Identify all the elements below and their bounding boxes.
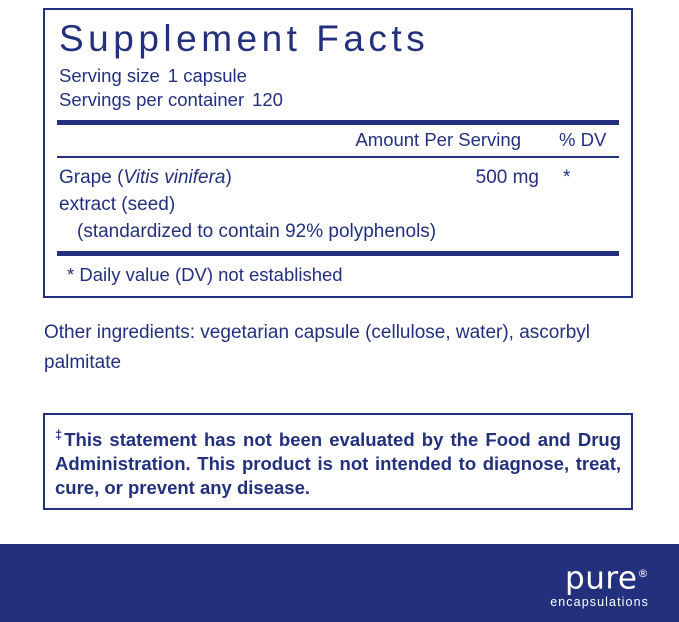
ingredient-standardization: (standardized to contain 92% polyphenols)	[77, 221, 437, 242]
ingredient-name-close: )	[225, 167, 232, 188]
registered-trademark-icon: ®	[637, 567, 649, 580]
ingredient-amount: 500 mg	[475, 167, 539, 188]
statement-body: This statement has not been evaluated by the Food and Drug Administration. This product is not intended to diagnose, treat, cure, or prevent any disease.	[55, 429, 621, 499]
serving-info	[45, 64, 631, 118]
daily-value-footnote: * Daily value (DV) not established	[67, 264, 343, 285]
serving-size-value: 1 capsule	[167, 65, 247, 86]
ingredient-name	[59, 164, 232, 191]
servings-per-container-value: 120	[252, 89, 283, 110]
column-headers	[45, 125, 631, 156]
fda-statement-box	[43, 413, 633, 510]
panel-title: Supplement Facts	[59, 18, 430, 59]
servings-per-container-row	[59, 88, 631, 112]
brand-name	[550, 558, 649, 597]
brand-subtitle: encapsulations	[550, 595, 649, 610]
other-ingredients-text: Other ingredients: vegetarian capsule (cellulose, water), ascorbyl palmitate	[44, 322, 590, 373]
statement-marker: ‡	[55, 427, 65, 442]
supplement-facts-panel	[43, 8, 633, 298]
ingredient-part: extract (seed)	[59, 194, 176, 215]
ingredient-name-plain: Grape (	[59, 167, 124, 188]
brand-logo	[550, 558, 649, 610]
ingredient-dv: *	[563, 167, 571, 188]
servings-per-container-label: Servings per container	[59, 89, 245, 110]
brand-name-text: pure	[565, 560, 638, 597]
serving-size-label: Serving size	[59, 65, 160, 86]
serving-size-row	[59, 64, 631, 88]
ingredient-row	[45, 158, 631, 249]
fda-statement-text	[55, 423, 621, 500]
ingredient-name-latin: Vitis vinifera	[123, 167, 226, 188]
percent-dv-header: % DV	[559, 129, 607, 150]
amount-per-serving-header: Amount Per Serving	[355, 129, 521, 150]
footer-band	[0, 544, 679, 622]
